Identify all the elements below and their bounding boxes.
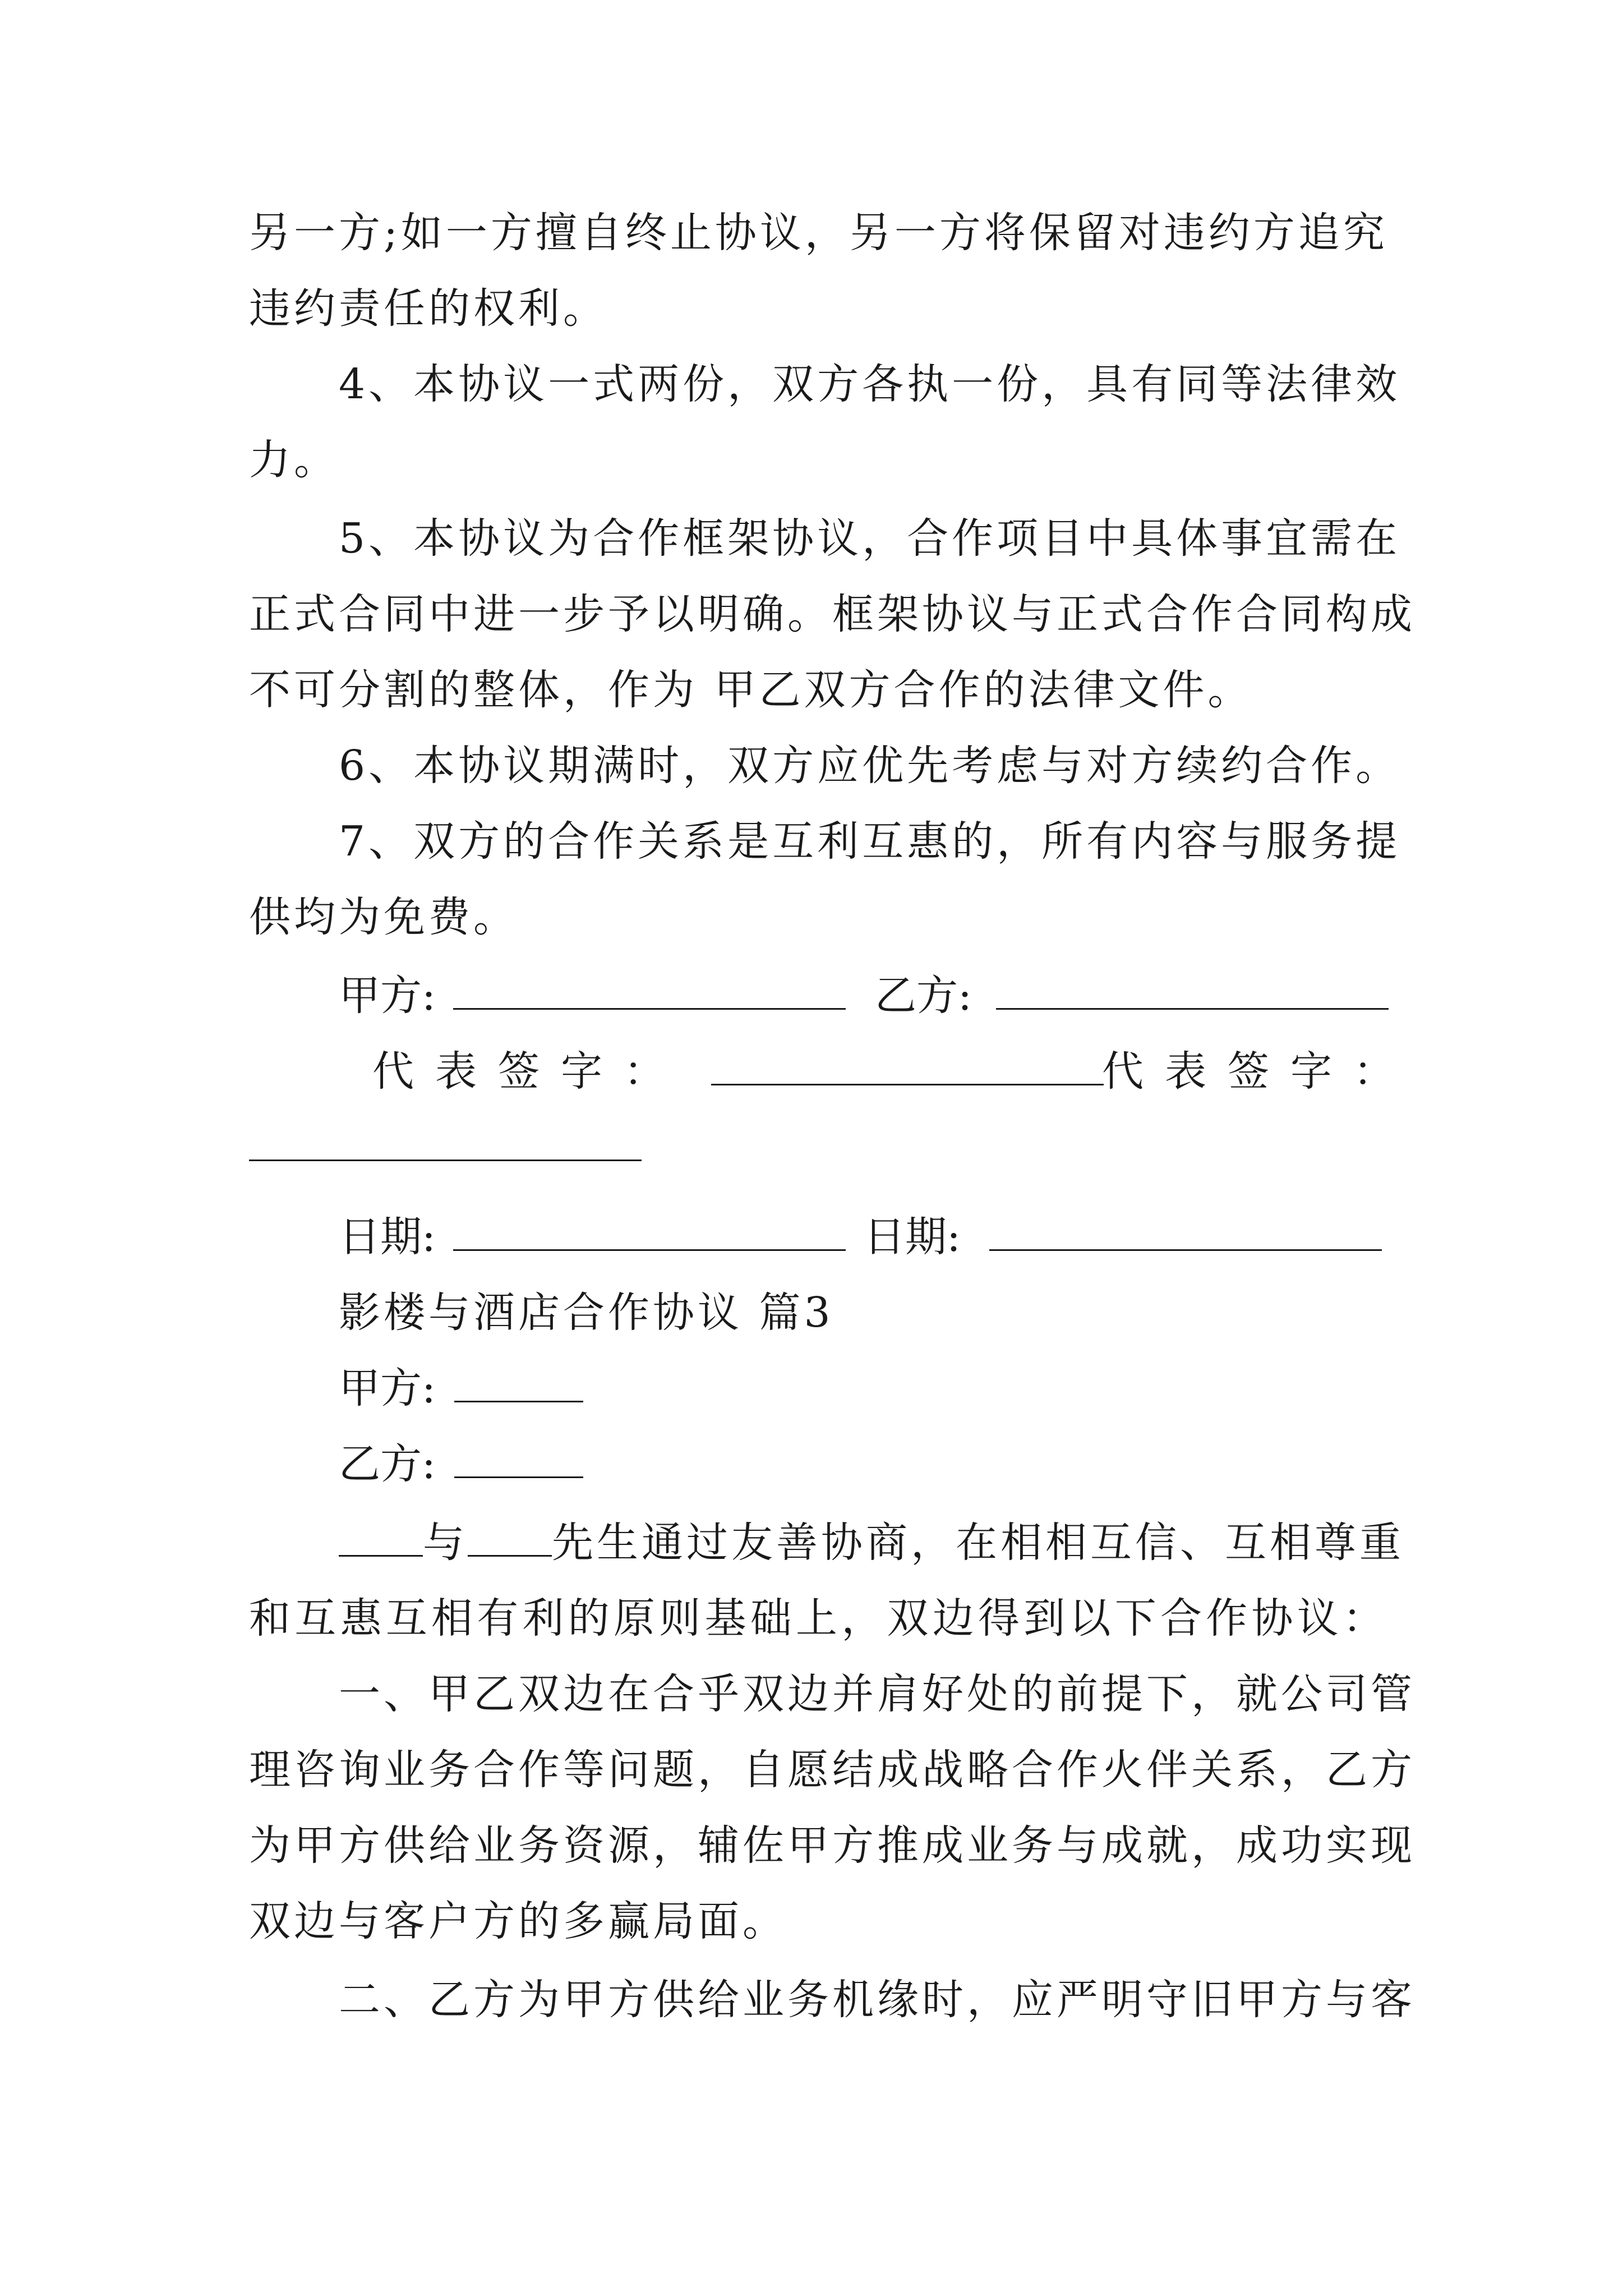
party-b-row: [875, 968, 1389, 1024]
date-blank-a[interactable]: [453, 1210, 846, 1251]
date-label-b: 日期:: [864, 1213, 961, 1261]
paragraph-line: 供均为免费。: [249, 893, 518, 941]
paragraph-line: 违约责任的权利。: [249, 284, 608, 333]
rep-sign-row-a: [372, 1043, 1104, 1099]
paragraph-line: 不可分割的整体，作为 甲乙双方合作的法律文件。: [249, 666, 1253, 714]
section3-party-a-blank[interactable]: [454, 1361, 583, 1402]
party-a-label: 甲方:: [339, 972, 436, 1020]
section3-party-a-label: 甲方:: [339, 1364, 436, 1412]
date-label-a: 日期:: [339, 1213, 436, 1261]
intro-blank-1[interactable]: [339, 1516, 423, 1557]
paragraph-line: 另一方;如一方擅自终止协议，另一方将保留对违约方追究: [249, 209, 1388, 257]
party-b-label: 乙方:: [875, 972, 972, 1020]
rep-sign-row-b-continued: [249, 1119, 642, 1175]
party-a-blank[interactable]: [453, 969, 846, 1010]
paragraph-line: 二、乙方为甲方供给业务机缘时，应严明守旧甲方与客: [339, 1976, 1415, 2024]
section3-party-b-row: [339, 1436, 583, 1492]
paragraph-line: 5、本协议为合作框架协议，合作项目中具体事宜需在: [339, 514, 1401, 563]
paragraph-line: 和互惠互相有利的原则基础上，双边得到以下合作协议：: [249, 1594, 1387, 1642]
section3-party-a-row: [339, 1360, 583, 1416]
paragraph-line: 6、本协议期满时，双方应优先考虑与对方续约合作。: [339, 742, 1401, 790]
paragraph-line: 7、双方的合作关系是互利互惠的，所有内容与服务提: [339, 817, 1401, 866]
paragraph-line: 力。: [249, 436, 339, 484]
rep-sign-row-b: [1102, 1043, 1416, 1099]
rep-sign-blank-a[interactable]: [711, 1045, 1104, 1085]
paragraph-line: 一、甲乙双边在合乎双边并肩好处的前提下，就公司管: [339, 1670, 1415, 1718]
paragraph-line: 理咨询业务合作等问题，自愿结成战略合作火伴关系，乙方: [249, 1746, 1415, 1794]
date-blank-b[interactable]: [989, 1210, 1382, 1251]
date-row-b: [864, 1209, 1382, 1265]
section3-party-b-label: 乙方:: [339, 1440, 436, 1488]
rep-sign-label-b: 代表签字：: [1102, 1047, 1416, 1096]
rep-sign-label-a: 代表签字：: [372, 1047, 686, 1096]
intro-line-1-text: 先生通过友善协商，在相相互信、互相尊重: [552, 1519, 1404, 1567]
section3-party-b-blank[interactable]: [454, 1437, 583, 1478]
intro-connector: 与: [423, 1519, 468, 1567]
intro-blank-2[interactable]: [468, 1516, 552, 1557]
rep-sign-blank-b[interactable]: [249, 1120, 642, 1161]
party-b-blank[interactable]: [996, 969, 1389, 1010]
paragraph-line: 双边与客户方的多赢局面。: [249, 1897, 787, 1945]
paragraph-line: 正式合同中进一步予以明确。框架协议与正式合作合同构成: [249, 590, 1415, 638]
paragraph-line: 4、本协议一式两份，双方各执一份，具有同等法律效: [339, 360, 1401, 408]
paragraph-line: 为甲方供给业务资源，辅佐甲方推成业务与成就，成功实现: [249, 1821, 1415, 1870]
party-a-row: [339, 968, 846, 1024]
intro-line-1: [339, 1515, 1404, 1571]
section-title: 影楼与酒店合作协议 篇3: [339, 1289, 834, 1337]
date-row-a: [339, 1209, 846, 1265]
